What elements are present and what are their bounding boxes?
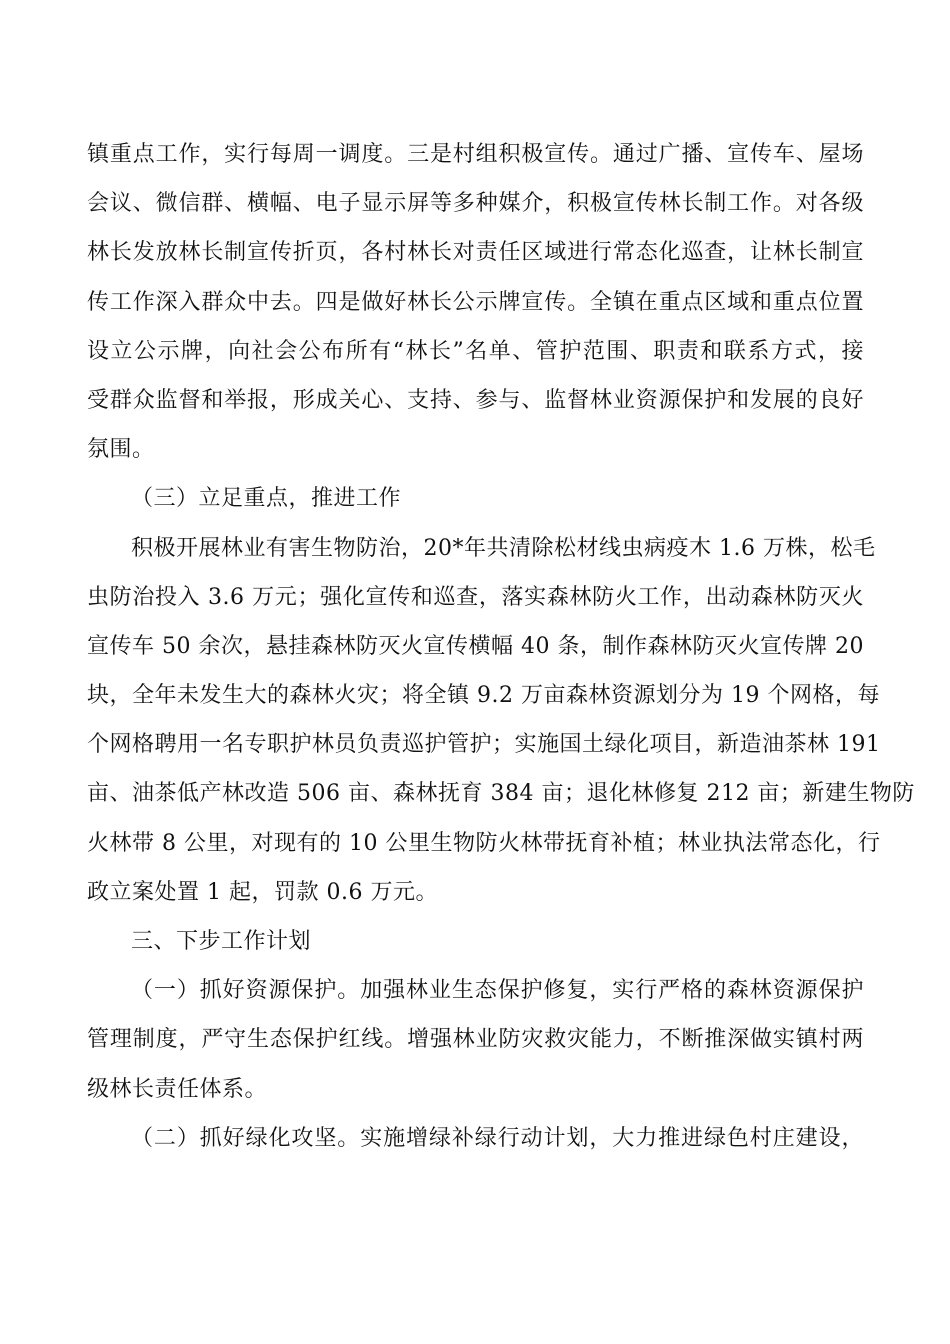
text-line: 传工作深入群众中去。四是做好林长公示牌宣传。全镇在重点区域和重点位置 — [87, 289, 864, 315]
text-line: 块，全年未发生大的森林火灾；将全镇 9.2 万亩森林资源划分为 19 个网格，每 — [87, 683, 880, 709]
text-line: 设立公示牌，向社会公布所有“林长”名单、管护范围、职责和联系方式，接 — [87, 338, 864, 364]
text-line: 宣传车 50 余次，悬挂森林防灭火宣传横幅 40 条，制作森林防灭火宣传牌 20 — [87, 633, 864, 659]
text-line: 积极开展林业有害生物防治，20*年共清除松材线虫病疫木 1.6 万株，松毛 — [131, 535, 876, 561]
text-line: 火林带 8 公里，对现有的 10 公里生物防火林带抚育补植；林业执法常态化，行 — [87, 830, 881, 856]
text-line: 管理制度，严守生态保护红线。增强林业防灾救灾能力，不断推深做实镇村两 — [87, 1027, 864, 1053]
text-line: （二）抓好绿化攻坚。实施增绿补绿行动计划，大力推进绿色村庄建设， — [131, 1125, 864, 1151]
text-line: （一）抓好资源保护。加强林业生态保护修复，实行严格的森林资源保护 — [131, 978, 864, 1004]
section-heading: 三、下步工作计划 — [131, 929, 312, 954]
text-line: 级林长责任体系。 — [87, 1076, 268, 1102]
text-line: 镇重点工作，实行每周一调度。三是村组积极宣传。通过广播、宣传车、屋场 — [87, 142, 864, 167]
text-line: 个网格聘用一名专职护林员负责巡护管护；实施国土绿化项目，新造油茶林 191 — [87, 732, 881, 758]
text-line: 政立案处置 1 起，罚款 0.6 万元。 — [87, 879, 438, 905]
text-line: 虫防治投入 3.6 万元；强化宣传和巡查，落实森林防火工作，出动森林防灭火 — [87, 584, 864, 610]
text-line: 氛围。 — [87, 437, 155, 463]
text-line: 受群众监督和举报，形成关心、支持、参与、监督林业资源保护和发展的良好 — [87, 387, 864, 413]
text-line: 会议、微信群、横幅、电子显示屏等多种媒介，积极宣传林长制工作。对各级 — [87, 191, 864, 217]
document-body — [87, 130, 915, 1163]
section-heading: （三）立足重点，推进工作 — [131, 486, 402, 512]
text-line: 林长发放林长制宣传折页，各村林长对责任区域进行常态化巡查，让林长制宣 — [87, 240, 864, 266]
text-line: 亩、油茶低产林改造 506 亩、森林抚育 384 亩；退化林修复 212 亩；新建生物防 — [87, 781, 915, 807]
